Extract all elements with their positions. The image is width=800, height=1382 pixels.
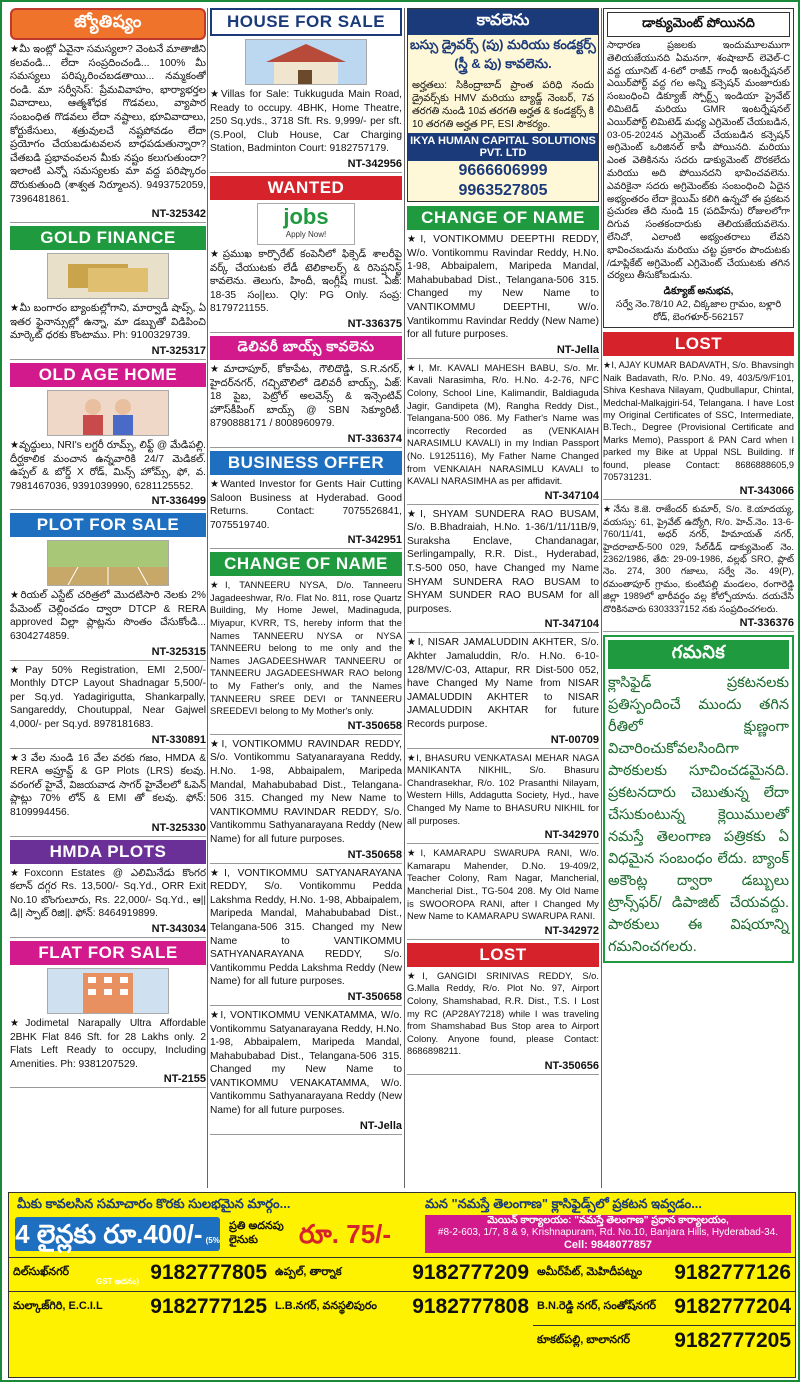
- lost-heading: LOST: [603, 332, 794, 356]
- branch-phone: B.N.రెడ్డి నగర్, సంతోష్‌నగర్ 9182777204: [537, 1295, 791, 1318]
- business-offer-heading: BUSINESS OFFER: [210, 451, 402, 475]
- change-of-name-ad: ★I, VONTIKOMMU VENKATAMMA, W/o. Vontikommu Satyanarayana Reddy, H.No. 1-98, Abbaipalem, Maripeda Mandal, Mahabubabad Dist., Telangana-506 315. Changed my New Name to VANTIKOMMU VENAKATAMMA, W/o. Vantikommu Sathyanarayana Reddy (New Name) for all future purposes.: [210, 1009, 402, 1117]
- base-price-badge: 4 లైన్లకు రూ.400/- (5% GST అదనం): [15, 1219, 220, 1286]
- ad-code: NT-343034: [10, 923, 206, 938]
- old-age-home-heading: OLD AGE HOME: [10, 363, 206, 387]
- plot-land-image-icon: [47, 540, 169, 586]
- change-of-name-ad: ★I, SHYAM SUNDERA RAO BUSAM, S/o. B.Bhadraiah, H.No. 1-36/1/11/11B/9, Suraksha Enclave, Chandanagar, Serlingampally, R.R. Dist., Hyderabad, T.S-500 050, have Changed my Name SHYAM SUNDERA RAO BUSAM to SHYAM SUNDER RAO BUSAM for all purposes.: [407, 508, 599, 615]
- ad-code: NT-347104: [407, 490, 599, 505]
- notice-heading: గమనిక: [608, 640, 789, 669]
- drivers-wanted-phone: 9963527805: [458, 182, 548, 199]
- plot-for-sale-heading: PLOT FOR SALE: [10, 513, 206, 537]
- change-of-name-heading: CHANGE OF NAME: [407, 206, 599, 230]
- footer-divider: [533, 1325, 795, 1326]
- branch-phone: కూకట్‌పల్లి, బాలానగర్ 9182777205: [537, 1329, 791, 1352]
- drivers-wanted-box: [407, 8, 599, 202]
- extra-line-price: ప్రతి అదనపు లైనుకు రూ. 75/-: [229, 1219, 392, 1249]
- change-of-name-ad: ★I, NISAR JAMALUDDIN AKHTER, S/o. Akhter Jamaluddin, R/o. H.No. 6-10-128/MV/C-03, Attapur, RR Dist-500 052, have Changed My Name from NISAR JAMALUDDIN AKHTER to NISAR JAMALUDDIN AKHTAR for future Records purpose.: [407, 637, 599, 730]
- ad-code: NT-350658: [210, 720, 402, 735]
- column-4: [603, 8, 794, 1188]
- ad-code: NT-00709: [407, 734, 599, 749]
- column-divider: [601, 8, 602, 1188]
- ad-code: NT-342970: [407, 829, 599, 844]
- house-for-sale-ad: ★Villas for Sale: Tukkuguda Main Road, Ready to occupy. 4BHK, Home Theatre, 250 Sq.yds., 3718 Sft. Rs. 9,999/- per sft. (S.Pool, Club House, Car Charging Station, Badminton Court: 9182757179.: [210, 89, 402, 155]
- footer-banner: [8, 1192, 796, 1378]
- lost-ad: ★నేను కె.జె. రాజేందర్ కుమార్, S/o. కె.యాదయ్య, వయస్సు: 61, ప్రైవేట్ ఉద్యోగి, R/o. హెచ్.నెం. 13-6-760/11/41, అధర్ నగర్, హిమాయత్ నగర్, హైదరాబాద్-500 029, సేల్‌డీడ్ డాక్యుమెంట్ నెం. 2362/1986, తేది: 29-09-1986, వల్లభ్ SRO, ప్లాట్ నెం. 274, 300 గజాలు, సర్వే నెం. 49(P), రమంతాపూర్ గ్రామం, కుంటిపల్లి మండలం, రంగారెడ్డి జిల్లా 1989లో భారీవర్షం వల్ల కోల్పోయాను. దయచేసి దొరికినవారు 6303337152 నకు సంప్రదించగలరు.: [603, 504, 794, 614]
- change-of-name-heading: CHANGE OF NAME: [210, 552, 402, 576]
- ad-code: NT-Jella: [210, 1120, 402, 1135]
- ad-code: NT-350658: [210, 991, 402, 1006]
- branch-phone: ఉప్పల్, తార్నాక 9182777209: [275, 1261, 529, 1284]
- business-offer-ad: ★Wanted Investor for Gents Hair Cutting Saloon Business at Hyderabad. Good Returns. Contact: 7075526841, 7075519740.: [210, 478, 402, 531]
- document-lost-address: సర్వే నెం.78/10 A2, చిక్కజాల గ్రామం, బళ్లారి రోడ్, బెంగళూర్-562157: [615, 299, 782, 323]
- ad-code: NT-325330: [10, 822, 206, 837]
- ad-code: NT-325317: [10, 345, 206, 360]
- elderly-couple-image-icon: [47, 390, 169, 436]
- column-2: [210, 8, 402, 1188]
- villa-image-icon: [245, 39, 367, 85]
- ad-code: NT-336376: [603, 617, 794, 632]
- footer-divider: [9, 1291, 795, 1292]
- branch-phone: L.B.నగర్, వనస్థలిపురం 9182777808: [275, 1295, 529, 1318]
- ad-code: NT-330891: [10, 734, 206, 749]
- ad-code: NT-347104: [407, 618, 599, 633]
- column-3: [407, 8, 599, 1188]
- ad-code: NT-343066: [603, 485, 794, 500]
- jobs-logo-icon: jobs Apply Now!: [257, 203, 355, 245]
- column-divider: [404, 8, 405, 1188]
- footer-divider: [9, 1257, 795, 1258]
- ad-code: NT-336375: [210, 318, 402, 333]
- ad-code: NT-Jella: [407, 344, 599, 359]
- plot-ad: ★3 వేల నుండి 16 వేల వరకు గజం, HMDA & RERA అప్రూవ్డ్ & GP Plots (LRS) కలవు. వరంగల్ హైవే, విజయవాడ సాగర్ హైవేలలో ఓపెన్ ప్లాట్లు 70% లోన్ & EMI తో కలవు. ఫోన్: 8109994456.: [10, 752, 206, 818]
- ad-code: NT-342956: [210, 158, 402, 173]
- plot-ad: ★Pay 50% Registration, EMI 2,500/- Monthly DTCP Layout Shadnagar 5,500/- per Sq.yd. Yadagirigutta, Shankarpally, Sangareddy, Choutuppal, Near Gajwel 4,000/- per Sq.yd. 8978181683.: [10, 664, 206, 731]
- ad-code: NT-325342: [10, 208, 206, 223]
- column-divider: [207, 8, 208, 1188]
- wanted-ad: ★ప్రముఖ కార్పొరేట్ కంపెనీలో ఫిక్సెడ్ శాలరీపై వర్క్ చేయుటకు లేడీ టెలికాలర్స్ & రిసెప్షనిస్ట్ కావలెను. తెలుగు, హిందీ, ఇంగ్లీష్ must. ఏజ్: 18-35 సం||లు. Qly: PG Only. సంప్ర: 8179721155.: [210, 248, 402, 315]
- branch-phone: మల్కాజ్‌గిరి, E.C.I.L 9182777125: [13, 1295, 267, 1318]
- document-lost-box: [603, 8, 794, 328]
- ad-code: NT-342972: [407, 925, 599, 940]
- astrology-ad: ★మీ ఇంట్లో ఏవైనా సమస్యలా? వెంటనే మాతాజీని కలవండి... లేదా సంప్రదించండి... 100% మీ సమస్యలు పరిష్కరించబడతాయి... నమ్మకంతో రండి. మా సర్వీసెస్: ప్రేమవివాహం, భార్యాభర్తల వివాదాలు, ఆత్మశోధక గొడవలు, వ్యాపార సంబంధిత గొడవలు లేదా నష్టాలు, భూవివాదాలు, కోర్టుకేసులు, శత్రువులచే నష్టపోవడం లేదా ప్రయోగం చేయబడుటవలన బాధపడుతున్నారా? చేతబడి ప్రభావంవలన మీకు నష్టం కలుగుతుందా? ఇలాంటి ఎన్నో సమస్యలకు మా వద్ద పరిష్కారం దొరుకుతుంది (శాశ్వత నిర్మూలన). 9493752059, 7396481861.: [10, 44, 206, 205]
- document-lost-heading: డాక్యుమెంట్ పోయినది: [607, 12, 790, 37]
- branch-phone: అమీర్‌పేట్, మెహిదీపట్నం 9182777126: [537, 1261, 791, 1284]
- lost-heading: LOST: [407, 943, 599, 967]
- drivers-wanted-text: అర్హతలు: సికింద్రాబాద్ ప్రాంత పరిధి నందు డ్రైవర్స్‌కు HMV మరియు బ్యాడ్జ్ నెంబర్, 7వ తరగతి నుండి 10వ తరగతి అర్హత & కండక్టర్స్ కి 10 తరగతి అర్హత PF, ESI సౌకర్యం.: [412, 80, 594, 130]
- lost-ad: ★I, GANGIDI SRINIVAS REDDY, S/o. G.Malla Reddy, R/o. Plot No. 97, Airport Colony, Shamshabad, R.R. Dist., T.S. I Lost my RC (AP28AY7218) while I was traveling from Shamshabad Bus Stop area to Airport Colony. Anyone found, please Contact: 8686898211.: [407, 969, 599, 1057]
- delivery-boys-ad: ★మాదాపూర్, కోకాపేట, గౌలిదొడ్డి, S.R.నగర్, హైదర్‌నగర్, గచ్చిబౌలిలో డెలివరీ బాయ్స్, ఏజ్: 18 పైబ, పెట్రోల్ అలవెన్స్ & ఇన్సెంటివ్ హౌస్‌కీపింగ్ బాయ్స్ @ SBN సెక్యూరిటీ. 8790888171 / 8008960979.: [210, 363, 402, 430]
- change-of-name-ad: ★I, KAMARAPU SWARUPA RANI, W/o. Kamarapu Mahender, D.No. 19-409/2, Teacher Colony, Ram Nagar, Mancherial, Mancherial Dist., TG-504 208. My Old Name is SWOOROPA RANI, after I Changed My New Name to KAMARAPU SWARUPA RANI.: [407, 847, 599, 922]
- hmda-plots-ad: ★Foxconn Estates @ ఎలిమినేడు కొంగర కలాన్ దగ్గర Rs. 13,500/- Sq.Yd., ORR Exit No.10 బొంగులూరు, Rs. 22,000/- Sq.Yd., ఆ||డి|| స్పాట్ రిజి||. ఫోన్: 8464919899.: [10, 867, 206, 920]
- lost-ad: ★I, AJAY KUMAR BADAVATH, S/o. Bhavsingh Naik Badavath, R/o. P.No. 49, 403/5/9/F101, Shiva Keshava Nilayam, Qudbullapur, Chintal, Medchal-Malkajgiri-54, Telangana. I have Lost my Original Certificates of SSC, Intermediate, B.Tech., Degree (Provisional Certificate and Marks Memo), Passport & PAN Card when I parked my Bike at Uppal NSL Building. If found, please Contact: 8686888605,9 705731231.: [603, 360, 794, 482]
- ad-code: NT-325315: [10, 646, 206, 661]
- change-of-name-ad: ★I, Mr. KAVALI MAHESH BABU, S/o. Mr. Kavali Narasimha, R/o. H.No. 4-2-76, NFC Colony, School Line, Kalimandir, Baldiaguda Jagir, Gandipeta (M), Rangha Reddy Dist., Telangana-500 086. My Father's Name was incorrectly Recorded as (VENKAIAH NARASIMLU KAVALI) in my Indian Passport (No. L9125116), My Father Name Changed from VENKAIAH NARASIMLU KAVALI to KAVALI NARASIMHA as per affidavit.: [407, 361, 599, 487]
- astrology-heading: జ్యోతిష్యం: [10, 8, 206, 40]
- ad-code: NT-342951: [210, 534, 402, 549]
- change-of-name-ad: ★I, TANNEERU NYSA, D/o. Tanneeru Jagadeeshwar, R/o. Flat No. 811, rose Quartz Building, My Home Jewel, Madinaguda, Miyapur, KVRR, TS, hereby inform that the Names TANNEERU NYSA or NYSA TANNEERU belong to me only and the Names JAGADEESHWAR TANNEERU or TANNEERU JAGADEESHWAR RAO belong to My Father's only, and the Names TANNEERU SREE DEVI or TANNEERU SREEDEVI belong to My Mother's only.: [210, 579, 402, 717]
- document-lost-signature: డిక్యూజ్ అనుభవ,: [663, 286, 734, 298]
- column-1: [10, 8, 206, 1188]
- drivers-wanted-phone: 9666606999: [458, 162, 548, 179]
- hmda-plots-heading: HMDA PLOTS: [10, 840, 206, 864]
- ad-code: NT-350656: [407, 1060, 599, 1075]
- ad-code: NT-336499: [10, 495, 206, 510]
- drivers-wanted-title: కావలెను: [408, 9, 598, 35]
- apartment-building-image-icon: [47, 968, 169, 1014]
- old-age-home-ad: ★వృద్ధులు, NRI's లగ్జరీ రూమ్స్, లిఫ్ట్ @ మేడిపల్లి. దీర్ఘకాలిక మంచాన ఉన్నవారికి 24/7 మెడికల్. ఉప్పల్ & బోర్డ్ X రోడ్, మిన్స్ హోమ్స్, ఫో, వ. 7981467036, 9391039990, 6281125552.: [10, 439, 206, 492]
- flat-for-sale-heading: FLAT FOR SALE: [10, 941, 206, 965]
- change-of-name-ad: ★I, BHASURU VENKATASAI MEHAR NAGA MANIKANTA NIKHIL, S/o. Bhasuru Chandrasekhar, R/o. 102 Prasanthi Nilayam, Western Hills, Addagutta Society, Hyd., have Changed My Name to BHASURU NIKHIL for all purposes.: [407, 751, 599, 826]
- flat-for-sale-ad: ★Jodimetal Narapally Ultra Affordable 2BHK Flat 846 Sft. for 28 Lakhs only. 2 Flats Left Ready to occupy, Including Amenities. Ph: 9381207529.: [10, 1017, 206, 1070]
- wanted-heading: WANTED: [210, 176, 402, 200]
- footer-tagline: మీకు కావలసిన సమాచారం కొరకు సులభమైన మార్గం... మన "నమస్తే తెలంగాణ" క్లాసిఫైడ్స్‌లో ప్రకటన ఇవ్వడం...: [17, 1196, 703, 1211]
- notice-box: [603, 635, 794, 963]
- office-address: మెయిన్ కార్యాలయం: "నమస్తే తెలంగాణ" ప్రధాన కార్యాలయం, #8-2-603, 1/7, 8 & 9, Krishnapuram, Rd. No.10, Banjara Hills, Hyderabad-34. Cell: 9848077857: [425, 1215, 791, 1253]
- change-of-name-ad: ★I, VONTIKOMMU RAVINDAR REDDY, S/o. Vontikommu Satyanarayana Reddy, H.No. 1-98, Abbaipalem, Maripeda Mandal, Mahabubabad Dist., Telangana-506 315. Changed my New Name to VANTIKOMMU RAVINDAR REDDY, S/o. Vantikommu Sathyanarayana Reddy (New Name) for all future purposes.: [210, 738, 402, 845]
- branch-phone: దిల్‌సుఖ్‌నగర్ 9182777805: [13, 1261, 267, 1284]
- money-image-icon: [47, 253, 169, 299]
- ad-code: NT-2155: [10, 1073, 206, 1088]
- drivers-wanted-firm: IKYA HUMAN CAPITAL SOLUTIONS PVT. LTD: [408, 133, 598, 161]
- drivers-wanted-subtitle: బస్సు డ్రైవర్స్ (పు) మరియు కండక్టర్స్ (స్త్రీ & పు) కావలెను.: [410, 37, 596, 71]
- gold-finance-ad: ★మీ బంగారం బ్యాంకుల్లోగాని, మార్వాడీ షాప్స్, ఏ ఇతర ఫైనాన్సుల్లో ఉన్నా, మా డబ్బుతో విడిపించి మార్కెట్ ధరకు కొంటాము. Ph: 9100329739.: [10, 303, 206, 342]
- house-for-sale-heading: HOUSE FOR SALE: [210, 8, 402, 36]
- gold-finance-heading: GOLD FINANCE: [10, 226, 206, 250]
- notice-text: క్లాసిఫైడ్ ప్రకటనలకు ప్రతిస్పందించే ముందు తగిన రీతిలో క్షుణ్ణంగా విచారించుకోవలసిందిగా పాఠకులకు సూచించడమైనది. ప్రకటనదారు చెబుతున్న లేదా చేసుకుంటున్న క్లెయిములతో నమస్తే తెలంగాణ పత్రికకు ఏ విధమైన సంబంధం లేదు. బ్యాంక్ అకౌంట్ల ద్వారా డబ్బులు ట్రాన్స్‌ఫర్/ డిపాజిట్ చేయవద్దు. పాఠకులు ఈ విషయాన్ని గమనించగలరు.: [608, 675, 789, 956]
- plot-ad: ★రియల్ ఎస్టేట్ చరిత్రలో మొదటిసారి నెలకు 2% పేమెంట్ చెల్లించడం ద్వారా DTCP & RERA approved విల్లా ప్లాట్లను సొంతం చేసుకోండి... 6304274859.: [10, 590, 206, 643]
- ad-code: NT-350658: [210, 849, 402, 864]
- change-of-name-ad: ★I, VONTIKOMMU DEEPTHI REDDY, W/o. Vontikommu Ravindar Reddy, H.No. 1-98, Abbaipalem, Maripeda Mandal, Mahabubabad Dist., Telangana-506 315. Changed my New Name to VANTIKOMMU DEEPTHI, W/o. Vantikommu Ravindar Reddy (New Name) for all future purposes.: [407, 234, 599, 341]
- ad-code: NT-336374: [210, 433, 402, 448]
- change-of-name-ad: ★I, VONTIKOMMU SATYANARAYANA REDDY, S/o. Vontikommu Pedda Lakshma Reddy, H.No. 1-98, Abbaipalem, Maripeda Mandal, Mahabubabad Dist., Telangana-506 315. Changed my New Name to VANTIKOMMU SATHYANARAYANA REDDY, S/o. Vantikommu Pedda Lakshma Reddy (New Name) for all future purposes.: [210, 867, 402, 988]
- delivery-boys-heading: డెలివరీ బాయ్స్ కావలెను: [210, 336, 402, 360]
- document-lost-text: సాధారణ ప్రజలకు ఇందుమూలముగా తెలియజేయునది ఏమనగా, శంషాబాద్ లెవెల్-C వద్ద యూనిట్ 4-6లో రాజీవ్ గాంధీ ఇంటర్నేషనల్ ఎయిర్‌పోర్ట్ వద్ద గల అన్ని కన్సెషన్ మంజూరుకు సంబంధించి డిక్యూజ్ స్పోర్ట్స్ ఇండియా ప్రైవేట్ లిమిటెడ్ మరియు GMR ఇంటర్నేషనల్ ఎయిర్‌పోర్ట్ లిమిటెడ్ మధ్య ఎగ్రిమెంట్ చేయబడిన, 03-05-2024న ఎగ్రిమెంట్ చేయబడిన కన్సెషన్ అగ్రిమెంట్ ఒరిజినల్ కాపీ పోయినది. మరియు ఎంత వెతికినను సదరు డాక్యుమెంట్ దొరకలేదు మరియు అది పోయినదని భావించవలెను. ఎవరికైనా సదరు అగ్రిమెంట్‌కు సంబంధించి ఏదైన అభ్యంతరం లేదా క్లెయిమ్ కలిగి ఉన్నచో ఈ ప్రకటన ప్రచురణ తేది నుండి 15 (పదిహేను) రోజులలోగా దిగువ సంతకందారుకు తెలియజేయవలెను. లేనిచో, ఎలాంటి అభ్యంతరాలు లేవని భావించబడును మరియు చట్ట ప్రకారం పొందుటకు /డూప్లికేట్ అగ్రిమెంట్ ఎగ్రిమెంట్ చేయుటకు తగిన చర్యలు తీసుకోబడును.: [607, 40, 790, 282]
